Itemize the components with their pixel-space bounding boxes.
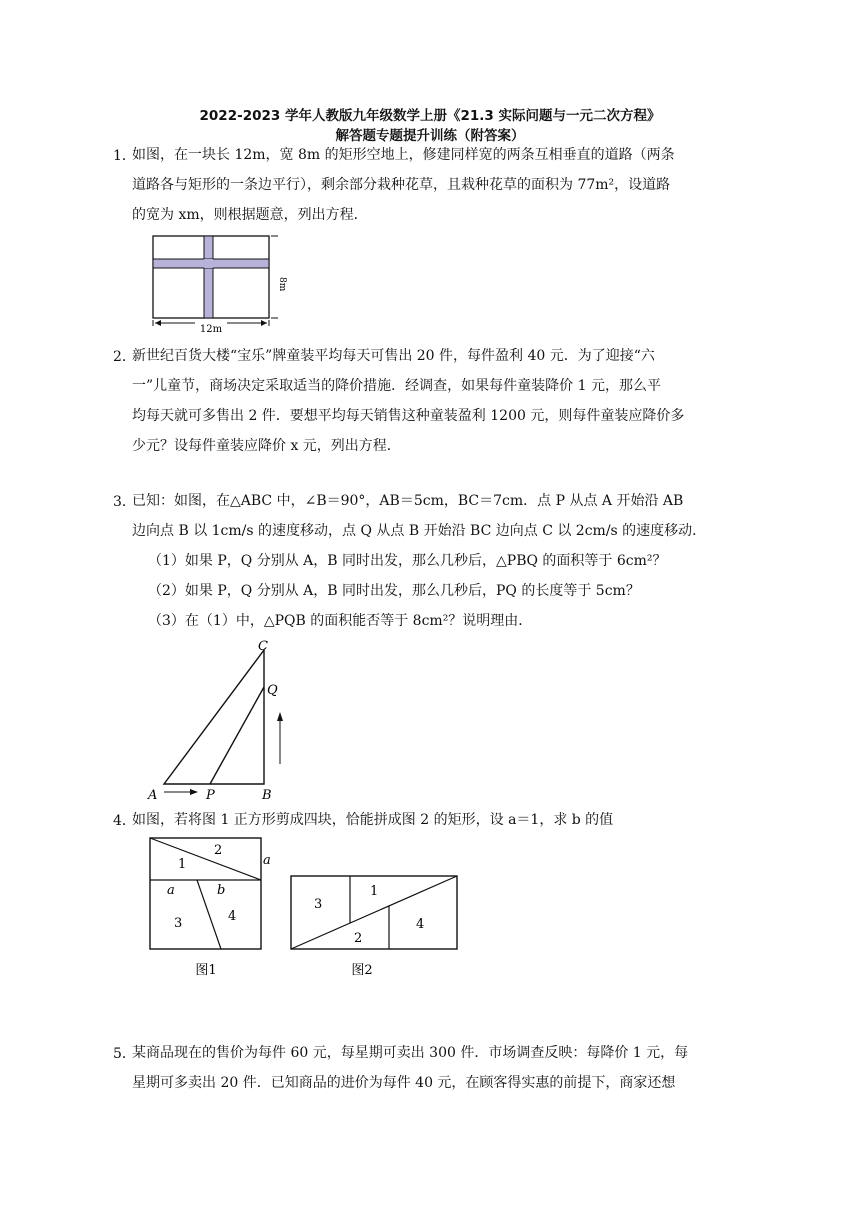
- problem-4-number: 4．: [113, 813, 136, 829]
- fig2-caption: 图2: [351, 963, 373, 978]
- document-title-line1: 2022-2023 学年人教版九年级数学上册《21.3 实际问题与一元二次方程》: [199, 108, 661, 124]
- fig2-piece-4: 4: [416, 917, 425, 932]
- problem-1-number: 1．: [113, 148, 136, 164]
- problem-2-line-4: 少元？设每件童装应降价 x 元，列出方程．: [132, 438, 401, 454]
- figure-1-square: [150, 838, 271, 978]
- problem-5-line-2: 星期可多卖出 20 件．已知商品的进价为每件 40 元，在顾客得实惠的前提下，商家还想: [132, 1075, 676, 1091]
- document-title-line2: 解答题专题提升训练（附答案）: [335, 128, 525, 144]
- label-b: B: [262, 788, 272, 803]
- fig1-side-a-right: a: [263, 853, 271, 868]
- segment-pq: [210, 687, 264, 784]
- fig1-side-a-bottom: a: [167, 883, 175, 898]
- fig2-piece-3: 3: [314, 897, 323, 912]
- figure-2-rectangle: [291, 876, 457, 978]
- problem-1-line-2: 道路各与矩形的一条边平行），剩余部分栽种花草，且栽种花草的面积为 77m²，设道路: [132, 177, 671, 193]
- width-label: 12m: [199, 324, 223, 334]
- fig1-piece-3: 3: [174, 916, 183, 931]
- problem-5-line-1: 某商品现在的售价为每件 60 元，每星期可卖出 300 件．市场调查反映：每降价 1 元，每: [132, 1045, 689, 1061]
- fig2-piece-1: 1: [370, 884, 379, 899]
- problem-1-road-figure: [145, 230, 295, 334]
- height-label: 8m: [277, 277, 287, 292]
- fig1-piece-2: 2: [214, 843, 223, 858]
- road-crossing: [204, 259, 213, 268]
- label-p: P: [206, 788, 215, 803]
- label-c: C: [258, 639, 268, 654]
- fig1-side-b: b: [217, 883, 226, 898]
- problem-3-triangle-figure: [140, 632, 300, 804]
- problem-3-line-2: 边向点 B 以 1cm/s 的速度移动，点 Q 从点 B 开始沿 BC 边向点 C 以 2cm/s 的速度移动．: [132, 523, 707, 539]
- vertical-road: [204, 236, 213, 318]
- problem-2-line-3: 均每天就可多售出 2 件．要想平均每天销售这种童装盈利 1200 元，则每件童装应降价多: [132, 408, 685, 424]
- problem-2-line-2: 一”儿童节，商场决定采取适当的降价措施．经调查，如果每件童装降价 1 元，那么平: [132, 378, 661, 394]
- problem-5-number: 5．: [113, 1046, 136, 1062]
- problem-1-line-3: 的宽为 xm，则根据题意，列出方程．: [132, 207, 368, 223]
- problem-3-part-2: （2）如果 P，Q 分别从 A，B 同时出发，那么几秒后，PQ 的长度等于 5cm？: [148, 583, 640, 599]
- problem-2-line-1: 新世纪百货大楼“宝乐”牌童装平均每天可售出 20 件，每件盈利 40 元．为了迎接“六: [132, 348, 655, 364]
- fig1-piece-4: 4: [228, 909, 237, 924]
- problem-3-number: 3．: [113, 494, 136, 510]
- problem-2-number: 2．: [113, 349, 136, 365]
- label-q: Q: [267, 683, 278, 698]
- fig1-piece-1: 1: [178, 857, 187, 872]
- problem-3-line-1: 已知：如图，在△ABC 中，∠B＝90°，AB＝5cm，BC＝7cm．点 P 从点 A 开始沿 AB: [132, 493, 684, 509]
- triangle-abc: [164, 650, 264, 784]
- label-a: A: [148, 788, 158, 803]
- problem-3-part-1: （1）如果 P，Q 分别从 A，B 同时出发，那么几秒后，△PBQ 的面积等于 6cm²？: [148, 553, 667, 569]
- problem-1-line-1: 如图，在一块长 12m，宽 8m 的矩形空地上，修建同样宽的两条互相垂直的道路（两条: [132, 147, 675, 163]
- problem-4-line-1: 如图，若将图 1 正方形剪成四块，恰能拼成图 2 的矩形，设 a＝1，求 b 的值: [132, 812, 614, 828]
- problem-3-part-3: （3）在（1）中，△PQB 的面积能否等于 8cm²？说明理由．: [148, 613, 533, 629]
- fig2-piece-2: 2: [354, 931, 363, 946]
- fig1-caption: 图1: [195, 963, 217, 978]
- problem-4-figures: [140, 832, 480, 987]
